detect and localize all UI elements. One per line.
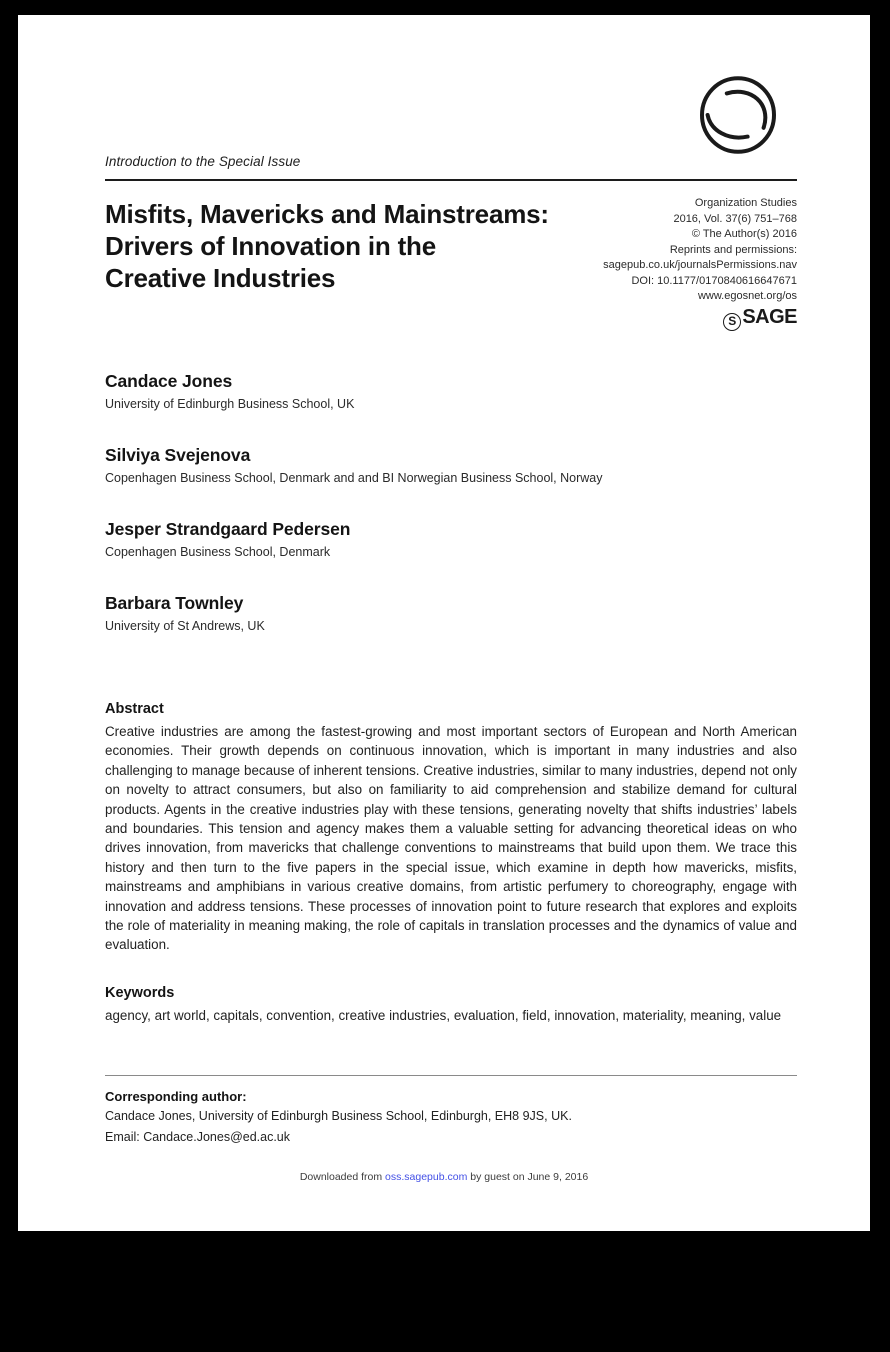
journal-name: Organization Studies [694, 197, 797, 209]
sage-publisher-logo [398, 306, 797, 331]
author-name: Barbara Townley [105, 593, 244, 613]
paper-page [18, 15, 870, 1231]
footer-prefix: Downloaded from [299, 1171, 386, 1183]
author-affiliation: Copenhagen Business School, Denmark [105, 545, 331, 559]
keywords-section [105, 985, 797, 1025]
author-block-1 [105, 371, 797, 411]
keywords-text: agency, art world, capitals, convention, creative industries, evaluation, field, innovation, materiality, meaning, value [105, 1008, 782, 1023]
author-name: Silviya Svejenova [105, 445, 251, 465]
corresponding-author-heading: Corresponding author: [105, 1089, 247, 1104]
article-title-line-1: Misfits, Mavericks and Mainstreams: [105, 199, 549, 229]
article-title-line-3: Creative Industries [105, 263, 336, 293]
sage-circle-s-icon: S [723, 313, 741, 331]
doi-line: DOI: 10.1177/0170840616647671 [631, 274, 797, 287]
corresponding-author-email: Email: Candace.Jones@ed.ac.uk [105, 1130, 291, 1144]
author-block-4 [105, 593, 797, 633]
author-name: Candace Jones [105, 371, 233, 391]
copyright-line: © The Author(s) 2016 [691, 228, 797, 240]
author-block-2 [105, 445, 797, 485]
abstract-section [105, 701, 797, 955]
reprints-line: Reprints and permissions: [669, 243, 797, 256]
section-label: Introduction to the Special Issue [105, 154, 301, 169]
author-name: Jesper Strandgaard Pedersen [105, 519, 351, 539]
corresponding-author-address: Candace Jones, University of Edinburgh Business School, Edinburgh, EH8 9JS, UK. [105, 1109, 572, 1123]
header-rule [105, 179, 797, 181]
author-block-3 [105, 519, 797, 559]
egosnet-url: www.egosnet.org/os [697, 290, 797, 302]
article-title-line-2: Drivers of Innovation in the [105, 231, 436, 261]
journal-volume: 2016, Vol. 37(6) 751–768 [673, 212, 797, 225]
corresponding-author-section [105, 1089, 797, 1146]
author-affiliation: University of Edinburgh Business School, UK [105, 397, 355, 411]
footer-suffix: by guest on June 9, 2016 [467, 1171, 589, 1183]
footer-sagepub-link[interactable]: oss.sagepub.com [385, 1171, 468, 1183]
abstract-text: Creative industries are among the fastest-growing and most important sectors of European and North American economies. Their growth depends on continuous innovation, which is important in many industries and also challenging to manage because of inherent tensions. Creative industries, similar to many industries, depend not only on novelty to attract consumers, but also on familiarity to aid comprehension and stabilize demand for cultural products. Agents in the creative industries play with these tensions, generating novelty that shifts industries’ labels and boundaries. This tension and agency makes them a valuable setting for advancing theoretical ideas on who drives innovation, from mavericks that challenge conventions to mainstreams that build upon them. We trace this history and then turn to the five papers in the special issue, which examine in depth how mavericks, misfits, mainstreams and amphibians in various creative domains, from artistic perfumery to choreography, engage with innovation and address tensions. These processes of innovation point to future research that explores and exploits the role of materiality in meaning making, the role of capitals in translation processes and the dynamics of value and evaluation. [105, 724, 797, 953]
sage-wordmark: SAGE [742, 306, 797, 328]
egos-journal-logo-icon [698, 73, 778, 157]
author-affiliation: University of St Andrews, UK [105, 619, 265, 633]
author-affiliation: Copenhagen Business School, Denmark and and BI Norwegian Business School, Norway [105, 471, 603, 485]
corresponding-author-divider [105, 1075, 797, 1076]
download-footer [18, 1171, 870, 1183]
permissions-url: sagepub.co.uk/journalsPermissions.nav [603, 259, 797, 271]
keywords-heading: Keywords [105, 985, 175, 1001]
journal-metadata [398, 196, 797, 305]
abstract-heading: Abstract [105, 701, 164, 717]
